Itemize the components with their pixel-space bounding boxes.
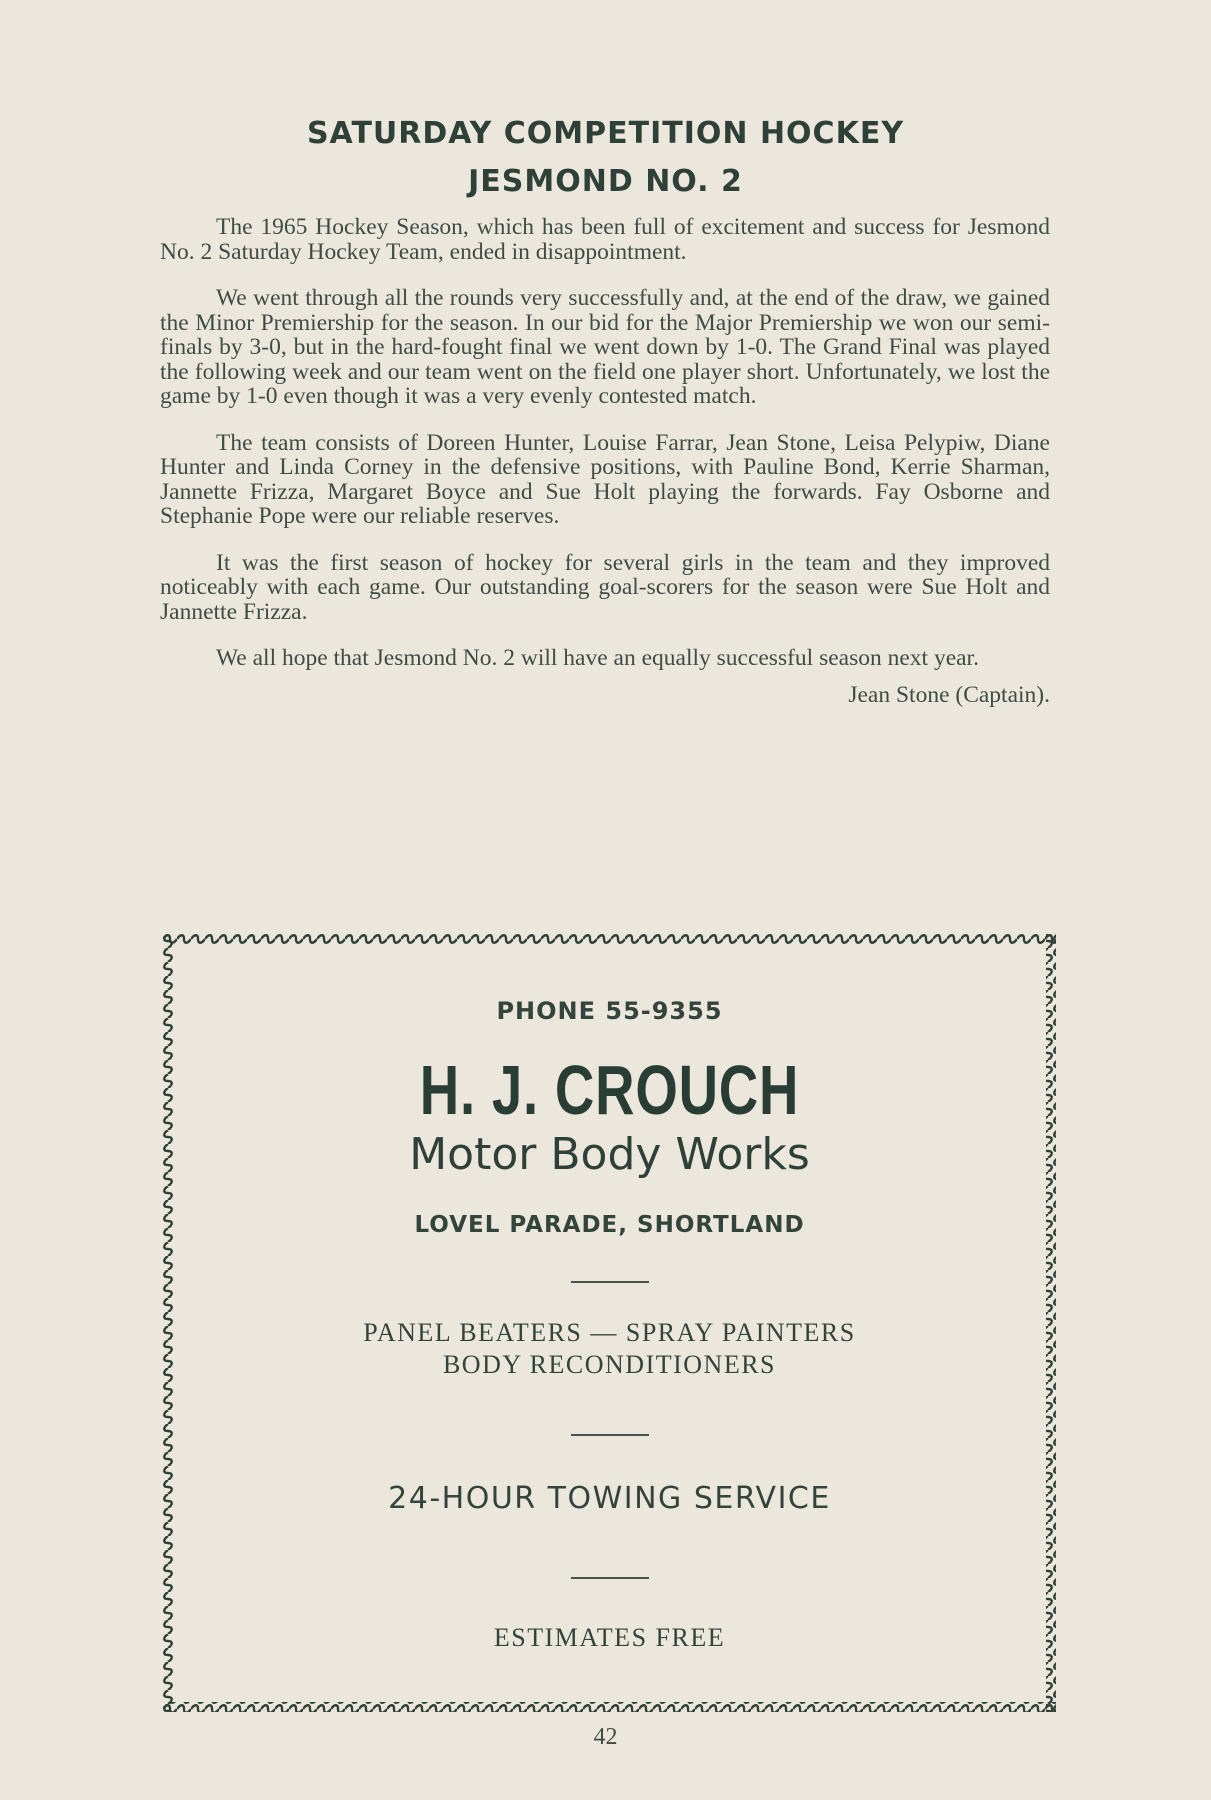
article-title: SATURDAY COMPETITION HOCKEY: [306, 116, 905, 151]
advert-towing: 24-HOUR TOWING SERVICE: [388, 1481, 831, 1516]
article-paragraph: We went through all the rounds very successfully and, at the end of the draw, we gained the Minor Premiership for the season. In our bid for the Major Premiership we won our semi-finals by 3-0, but in the hard-fought final we went down by 1-0. The Grand Final was played the following week and our team went on the field one player short. Unfortunately, we lost the game by 1-0 even though it was a very evenly contested match.: [160, 285, 1050, 409]
advert-services: PANEL BEATERS — SPRAY PAINTERS: [363, 1318, 856, 1347]
article-subtitle: JESMOND NO. 2: [468, 164, 743, 199]
page-number: 42: [593, 1724, 618, 1750]
advert-estimates: ESTIMATES FREE: [493, 1623, 726, 1652]
advert-address: LOVEL PARADE, SHORTLAND: [414, 1212, 805, 1238]
article-paragraph: The 1965 Hockey Season, which has been full of excitement and success for Jesmond No. 2 Saturday Hockey Team, ended in disappointment.: [160, 214, 1050, 265]
article-paragraph: We all hope that Jesmond No. 2 will have an equally successful season next year.: [216, 645, 979, 671]
advert-business-type: Motor Body Works: [409, 1129, 810, 1180]
divider: [571, 1281, 649, 1283]
article-signoff: Jean Stone (Captain).: [848, 681, 1050, 708]
article-paragraph: It was the first season of hockey for several girls in the team and they improved noticeably with each game. Our outstanding goal-scorers for the season were Sue Holt and Jannette Frizza.: [160, 549, 1050, 625]
advert-services-secondary: BODY RECONDITIONERS: [442, 1350, 777, 1379]
advert-business-name: H. J. CROUCH: [419, 1051, 800, 1129]
article-paragraph: The team consists of Doreen Hunter, Louise Farrar, Jean Stone, Leisa Pelypiw, Diane Hunter and Linda Corney in the defensive positions, with Pauline Bond, Kerrie Sharman, Jannette Frizza, Margaret Boyce and Sue Holt playing the forwards. Fay Osborne and Stephanie Pope were our reliable reserves.: [160, 429, 1050, 529]
article-body: [160, 215, 1050, 707]
divider: [571, 1434, 649, 1436]
advert-phone: PHONE 55-9355: [496, 997, 723, 1025]
divider: [571, 1577, 649, 1579]
